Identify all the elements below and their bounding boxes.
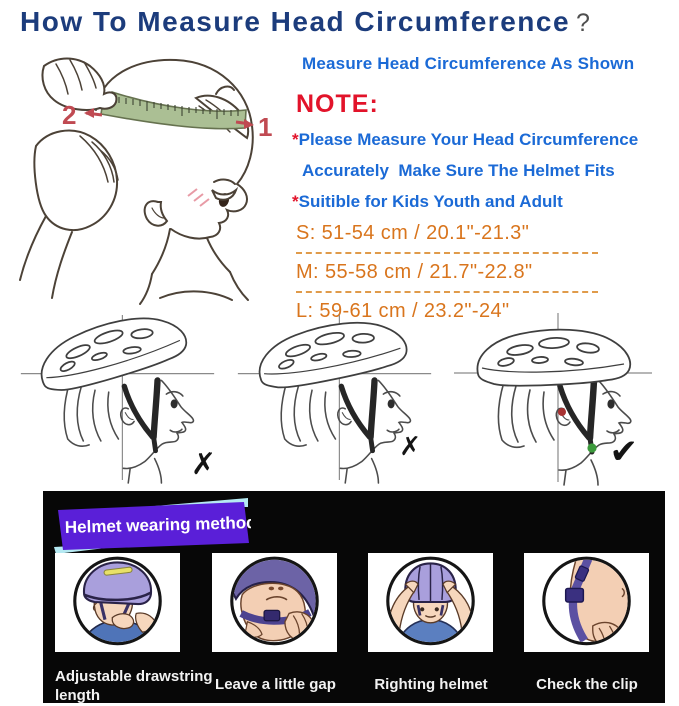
method-step-card [368,553,493,652]
step-caption-leave-gap: Leave a little gap [215,676,336,693]
eyebrow [214,180,235,184]
size-m: M: 55-58 cm / 21.7"-22.8" [296,261,533,283]
asterisk: * [292,192,299,211]
method-step-card [55,553,180,652]
fit-example-tilted-back-2 [232,310,437,488]
chin-strap [124,380,157,450]
smile [212,190,236,200]
hands [20,59,118,299]
size-divider [296,252,598,254]
chin-strap [341,380,374,450]
baby-head-drawing [0,50,290,305]
banner-label: Helmet wearing method [64,512,251,537]
method-banner [51,497,251,555]
eye [171,399,178,408]
fit-example-tilted-back-1 [15,310,220,488]
step-illustration-check-clip [524,553,649,652]
wearing-method-panel [43,491,665,703]
note-line-2: Accurately Make Sure The Helmet Fits [302,161,615,180]
step-illustration-leave-gap [212,553,337,652]
strap-dot-green [587,443,596,452]
eye [607,399,614,408]
info-panel [288,54,679,323]
step-caption-check-clip: Check the clip [536,676,638,693]
helmet-shell [477,330,630,386]
measuring-tape [101,92,246,129]
fit-mark-check: ✔ [609,432,638,472]
step-caption-righting-helmet: Righting helmet [374,676,488,693]
method-step-card [212,553,337,652]
method-step-card [524,553,649,652]
chin-strap [558,380,597,453]
note-line-3: *Suitible for Kids Youth and Adult [292,192,563,211]
size-l: L: 59-61 cm / 23.2"-24" [296,300,510,322]
fit-mark-x: ✗ [190,447,216,482]
measure-illustration [0,50,290,305]
size-s: S: 51-54 cm / 20.1"-21.3" [296,222,530,244]
title-question-mark: ? [576,9,590,37]
size-divider [296,291,598,293]
fit-example-correct [442,310,664,488]
helmet-shell [33,310,191,395]
tape-step-2-label: 2 [62,100,77,130]
fit-mark-x: ✗ [399,432,421,462]
eye [388,399,395,408]
helmet-figure-drawing [15,310,220,488]
asterisk: * [292,130,299,149]
tape-step-1-label: 1 [258,112,273,142]
subtitle: Measure Head Circumference As Shown [302,54,635,73]
step-illustration-adjust-drawstring [55,553,180,652]
size-chart [296,222,679,323]
page-title [20,6,590,38]
step-caption-adjust-drawstring: Adjustable drawstring length [55,668,213,704]
step-illustration-righting-helmet [368,553,493,652]
note-line-1: *Please Measure Your Head Circumference [292,130,639,149]
note-heading: NOTE: [296,90,379,118]
helmet-shell [254,314,410,391]
strap-dot-red [558,408,566,416]
fit-examples [0,310,679,490]
blush-marks [188,189,209,206]
title-text: How To Measure Head Circumference [20,6,571,37]
